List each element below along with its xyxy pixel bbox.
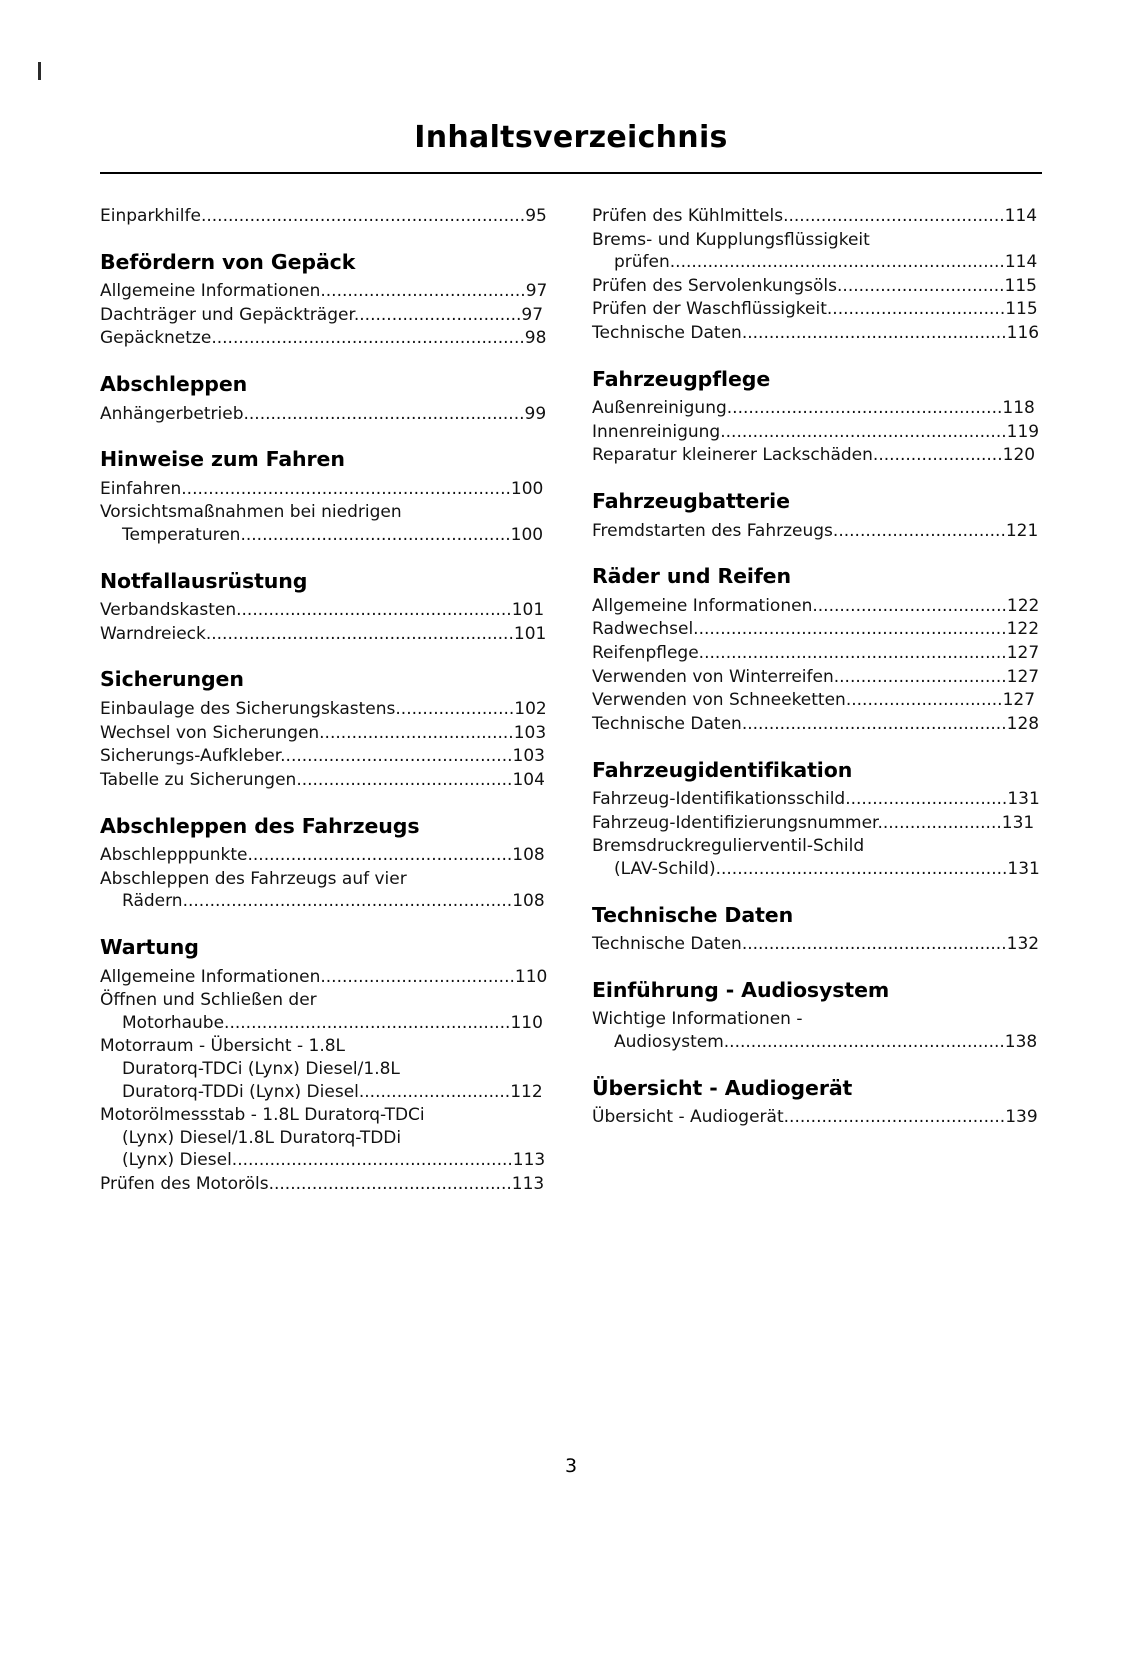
toc-entry[interactable] [100,966,550,989]
toc-entry-line [100,1081,550,1104]
toc-entry-text: Innenreinigung [592,421,721,442]
section-heading: Sicherungen [100,667,244,692]
toc-entry[interactable] [592,322,1042,345]
toc-entry[interactable] [592,1008,1042,1053]
toc-entry-page: 99 [524,403,547,424]
toc-entry-page: 114 [1004,206,1038,226]
toc-entry-text: Vorsichtsmaßnahmen bei niedrigen [100,502,402,523]
toc-entry[interactable] [592,520,1042,543]
page-title: Inhaltsverzeichnis [414,120,728,155]
toc-entry-page: 98 [524,328,547,349]
toc-entry-page: 128 [1006,713,1040,734]
toc-entry-text: Einparkhilfe [100,206,201,226]
toc-entry-page: 115 [1004,275,1037,296]
toc-leader-dots: .................................................... [243,403,525,424]
toc-entry[interactable] [100,868,550,913]
toc-entry[interactable] [100,280,550,303]
toc-entry[interactable] [100,623,550,646]
section-heading: Einführung - Audiosystem [592,977,890,1002]
toc-entry-line [100,327,550,350]
toc-entry-text: Wechsel von Sicherungen [100,722,320,743]
toc-entry-text: Öffnen und Schließen der [100,990,317,1011]
section-heading: Fahrzeugpflege [592,366,771,391]
toc-entry-text: Fahrzeug-Identifikationsschild [592,789,846,810]
toc-entry-text: Motorhaube [122,1012,225,1033]
toc-entry-text: Motorraum - Übersicht - 1.8L [100,1036,346,1057]
toc-entry-text: Technische Daten [592,323,742,344]
toc-leader-dots: ..................................................... [224,1012,511,1033]
toc-entry-line [592,397,1042,420]
toc-entry-line [100,769,550,792]
toc-entry-text: Bremsdruckregulierventil-Schild [592,836,865,857]
section-heading: Befördern von Gepäck [100,249,356,274]
toc-entry[interactable] [100,745,550,768]
toc-entry-page: 122 [1006,595,1040,616]
toc-entry[interactable] [592,397,1042,420]
toc-entry[interactable] [592,666,1042,689]
toc-entry-page: 103 [512,746,545,767]
toc-entry-page: 101 [513,623,547,644]
toc-entry[interactable] [592,689,1042,712]
toc-entry-text: Prüfen des Servolenkungsöls [592,275,838,296]
toc-entry-line [100,966,550,989]
toc-entry-page: 110 [510,1012,543,1033]
toc-leader-dots: ......................................................... [698,643,1007,664]
toc-leader-dots: .................................... [320,966,515,987]
toc-entry-text: Allgemeine Informationen [100,281,321,302]
toc-entry-page: 108 [512,845,545,866]
toc-entry-page: 104 [512,769,545,790]
section-heading: Hinweise zum Fahren [100,447,345,472]
toc-entry[interactable] [592,229,1042,274]
toc-entry-line [592,788,1042,811]
toc-leader-dots: ........................................... [280,746,513,767]
toc-leader-dots: ............................... [837,275,1005,296]
toc-entry-text: Audiosystem [614,1031,724,1052]
section-heading: Fahrzeugidentifikation [592,757,853,782]
toc-entry-line [592,858,1042,881]
toc-entry[interactable] [100,599,550,622]
toc-entry-page: 100 [510,478,544,499]
toc-entry-line [592,618,1042,641]
toc-entry-page: 114 [1004,252,1038,273]
toc-entry-text: Wichtige Informationen - [592,1009,803,1030]
toc-entry-page: 116 [1006,323,1040,344]
toc-entry[interactable] [100,769,550,792]
toc-entry-line [100,599,550,622]
toc-leader-dots: ................................ [833,666,1007,687]
toc-entry-text: Reparatur kleinerer Lackschäden [592,445,873,466]
toc-entry-page: 113 [512,1150,546,1171]
toc-columns [100,205,1042,1197]
toc-entry-text: (Lynx) Diesel/1.8L Duratorq-TDDi [122,1127,402,1148]
toc-entry-text: Brems- und Kupplungsflüssigkeit [592,229,870,250]
toc-leader-dots: ......................................... [783,206,1005,226]
toc-entry-text: Verwenden von Schneeketten [592,690,846,711]
toc-entry-line [592,322,1042,345]
toc-entry-text: Verwenden von Winterreifen [592,666,834,687]
toc-leader-dots: ................................ [832,520,1006,541]
toc-entry[interactable] [100,844,550,867]
toc-entry-text: Verbandskasten [100,600,237,621]
toc-leader-dots: ................................. [826,299,1006,320]
toc-entry-line [592,689,1042,712]
toc-entry-text: Radwechsel [592,619,694,640]
toc-entry-line [100,745,550,768]
page-edge-mark [38,62,41,80]
toc-entry[interactable] [100,478,550,501]
toc-entry-text: Duratorq-TDDi (Lynx) Diesel [122,1081,359,1102]
toc-entry-line [100,623,550,646]
toc-entry[interactable] [592,444,1042,467]
toc-entry-line [592,713,1042,736]
toc-entry-text: Technische Daten [592,713,742,734]
toc-entry-page: 131 [1001,812,1035,833]
toc-entry-line [100,205,550,228]
toc-leader-dots: ......................................... [783,1107,1006,1128]
toc-entry-text: Reifenpflege [592,643,699,664]
toc-entry-line [100,280,550,303]
toc-entry-line [592,444,1042,467]
toc-entry[interactable] [100,403,550,426]
toc-entry-line [100,1149,550,1172]
page-number: 3 [564,1455,578,1477]
toc-entry-line [100,722,550,745]
toc-entry-page: 118 [1002,398,1035,419]
toc-entry-line [592,421,1042,444]
toc-column-1 [100,205,550,1197]
toc-entry[interactable] [592,1106,1042,1129]
toc-leader-dots: ............................ [358,1081,511,1102]
toc-entry-page: 138 [1004,1031,1038,1052]
toc-entry-text: Fahrzeug-Identifizierungsnummer [592,812,878,833]
toc-entry-text: prüfen [614,252,670,273]
toc-entry-page: 119 [1006,421,1040,442]
toc-entry[interactable] [100,722,550,745]
toc-entry-page: 100 [510,525,544,546]
toc-entry-line [592,642,1042,665]
toc-entry-text: Gepäcknetze [100,328,212,349]
toc-entry-line [592,812,1042,835]
toc-entry-text: Abschlepppunkte [100,845,248,866]
toc-entry-line [100,478,550,501]
toc-entry-line [100,1012,550,1035]
toc-entry-page: 120 [1002,445,1036,466]
toc-leader-dots: ................................................... [726,398,1003,419]
toc-entry-line [592,595,1042,618]
toc-entry[interactable] [592,788,1042,811]
toc-entry-page: 97 [521,304,544,325]
title-divider [100,172,1042,174]
toc-entry[interactable] [100,304,550,327]
section-heading: Abschleppen [100,372,248,397]
toc-leader-dots: .................................... [319,722,514,743]
toc-entry[interactable] [592,642,1042,665]
toc-leader-dots: ................................................. [247,845,513,866]
toc-entry-line [592,1106,1042,1129]
toc-entry-line [100,403,550,426]
toc-entry-text: Sicherungs-Aufkleber [100,746,281,767]
toc-leader-dots: ....................... [877,812,1002,833]
toc-leader-dots: ............................................................ [200,206,526,226]
section-heading: Übersicht - Audiogerät [592,1075,853,1100]
toc-entry[interactable] [100,698,550,721]
toc-leader-dots: .......................................................... [693,619,1007,640]
toc-entry-line [592,1031,1042,1054]
toc-entry[interactable] [592,713,1042,736]
toc-entry-text: Einbaulage des Sicherungskastens [100,699,396,720]
toc-entry-page: 127 [1002,690,1036,711]
toc-leader-dots: .................................... [812,595,1007,616]
toc-entry-page: 97 [525,281,548,302]
toc-entry-text: Abschleppen des Fahrzeugs auf vier [100,868,407,889]
toc-entry-text: Prüfen des Motoröls [100,1174,269,1194]
toc-entry[interactable] [100,205,550,228]
toc-entry-page: 103 [513,722,547,743]
toc-entry[interactable] [592,275,1042,298]
toc-entry[interactable] [100,1104,550,1172]
toc-entry-line [592,251,1042,274]
toc-entry[interactable] [592,595,1042,618]
toc-leader-dots: .............................. [845,789,1008,810]
toc-leader-dots: ............................................................. [181,478,511,499]
toc-entry-text: Tabelle zu Sicherungen [100,769,297,790]
toc-entry-text: Einfahren [100,478,182,499]
toc-entry-page: 132 [1006,934,1040,955]
toc-leader-dots: ........................................ [296,769,513,790]
toc-entry[interactable] [100,327,550,350]
toc-entry-page: 108 [512,891,545,912]
toc-entry-line [592,933,1042,956]
toc-entry-page: 112 [510,1081,543,1102]
toc-leader-dots: ................................................. [741,713,1007,734]
toc-entry-page: 110 [514,966,548,987]
toc-entry-page: 127 [1006,643,1040,664]
toc-entry-page: 127 [1006,666,1040,687]
toc-entry-text: (LAV-Schild) [614,858,716,879]
toc-entry-text: (Lynx) Diesel [122,1150,232,1171]
toc-leader-dots: ...................................................... [715,858,1008,879]
toc-leader-dots: ...................................... [320,281,526,302]
toc-entry-page: 131 [1007,858,1040,879]
toc-entry[interactable] [592,835,1042,880]
toc-entry-page: 102 [514,699,547,720]
section-heading: Räder und Reifen [592,564,791,589]
toc-entry-line [100,1173,550,1196]
toc-leader-dots: ............................................................. [182,891,513,912]
toc-leader-dots: ......................................................... [205,623,514,644]
toc-entry[interactable] [592,421,1042,444]
toc-entry-text: Duratorq-TDCi (Lynx) Diesel/1.8L [122,1058,400,1079]
toc-entry-line [592,275,1042,298]
toc-entry-page: 131 [1007,789,1040,810]
toc-entry[interactable] [100,989,550,1034]
toc-entry-page: 101 [511,600,545,621]
toc-leader-dots: .................................................... [723,1031,1005,1052]
toc-entry[interactable] [100,501,550,546]
toc-entry-page: 113 [511,1174,545,1194]
toc-entry-line [100,698,550,721]
toc-entry-page: 115 [1005,299,1038,320]
toc-entry-text: Anhängerbetrieb [100,403,244,424]
toc-entry[interactable] [592,298,1042,321]
toc-leader-dots: .......................................................... [211,328,525,349]
toc-entry-line [592,666,1042,689]
toc-entry-line [592,520,1042,543]
toc-entry[interactable] [592,812,1042,835]
toc-entry-text: Rädern [122,891,183,912]
toc-entry-text: Übersicht - Audiogerät [592,1107,784,1128]
section-heading: Abschleppen des Fahrzeugs [100,813,420,838]
toc-entry-text: Allgemeine Informationen [592,595,813,616]
toc-entry-line [592,205,1042,228]
toc-leader-dots: ................................................... [236,600,512,621]
toc-entry-text: Dachträger und Gepäckträger [100,304,354,325]
toc-entry[interactable] [100,1173,550,1196]
toc-leader-dots: ..................................................... [720,421,1007,442]
toc-entry[interactable] [592,205,1042,228]
section-heading: Technische Daten [592,902,794,927]
toc-entry-text: Warndreieck [100,623,206,644]
toc-entry[interactable] [592,933,1042,956]
toc-leader-dots: ............................... [353,304,522,325]
toc-leader-dots: .................................................... [231,1150,513,1171]
toc-entry-text: Fremdstarten des Fahrzeugs [592,520,833,541]
toc-leader-dots: ...................... [395,699,515,720]
toc-entry-page: 139 [1005,1107,1038,1128]
toc-entry-line [100,304,550,327]
toc-entry-page: 95 [525,206,547,226]
toc-leader-dots: ................................................. [741,323,1007,344]
toc-leader-dots: ............................................. [268,1174,512,1194]
toc-entry-line [592,298,1042,321]
toc-column-2 [592,205,1042,1197]
toc-entry-line [100,844,550,867]
toc-leader-dots: ........................ [872,445,1003,466]
toc-leader-dots: .................................................. [240,525,511,546]
toc-leader-dots: ................................................. [741,934,1007,955]
toc-entry-line [100,890,550,913]
toc-entry-text: Technische Daten [592,934,742,955]
toc-entry-text: Prüfen des Kühlmittels [592,206,784,226]
toc-entry-page: 121 [1005,520,1039,541]
toc-entry-page: 122 [1006,619,1040,640]
toc-entry-text: Allgemeine Informationen [100,966,321,987]
toc-entry-text: Temperaturen [122,525,241,546]
section-heading: Notfallausrüstung [100,568,308,593]
toc-leader-dots: .............................................................. [669,252,1005,273]
toc-entry-text: Außenreinigung [592,398,727,419]
toc-entry[interactable] [592,618,1042,641]
toc-entry[interactable] [100,1035,550,1103]
toc-leader-dots: ............................. [845,690,1003,711]
page-title-container [100,120,1042,155]
toc-entry-line [100,524,550,547]
section-heading: Fahrzeugbatterie [592,489,790,514]
toc-entry-text: Motorölmessstab - 1.8L Duratorq-TDCi [100,1105,425,1126]
toc-entry-text: Prüfen der Waschflüssigkeit [592,299,827,320]
section-heading: Wartung [100,934,199,959]
